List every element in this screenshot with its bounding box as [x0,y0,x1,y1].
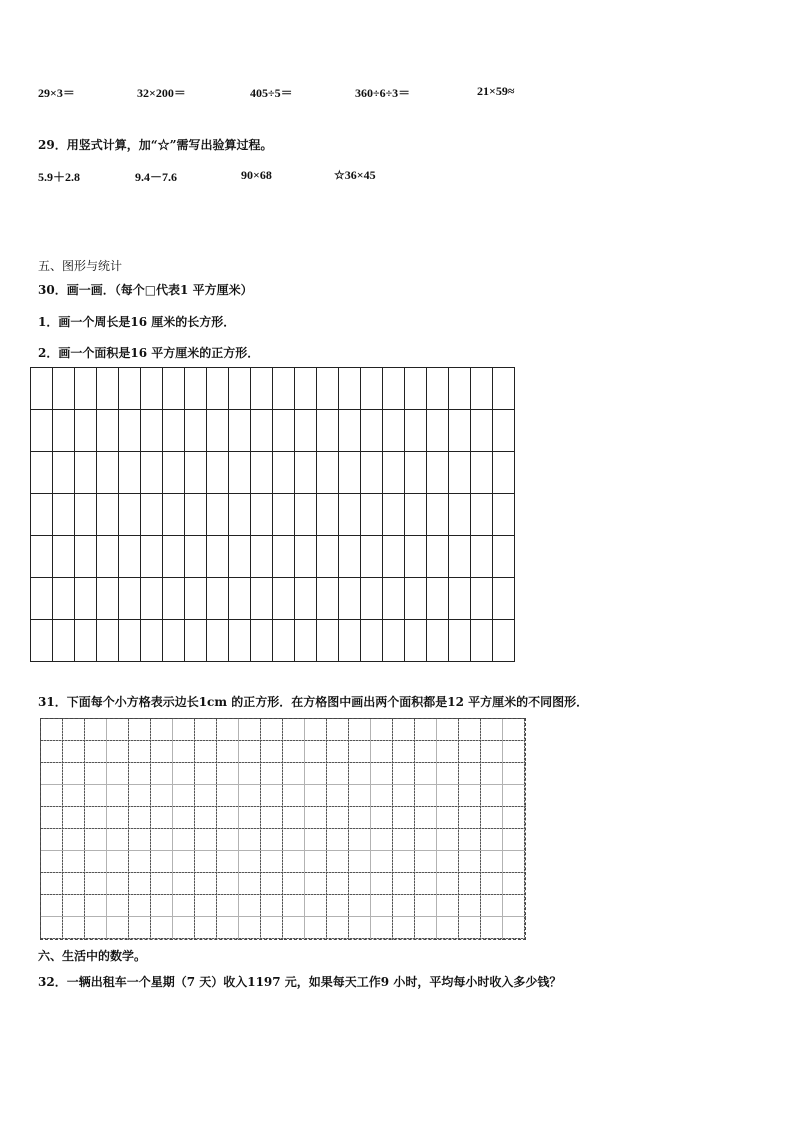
grid-cell[interactable] [185,620,207,662]
q29-item-4: ☆36×45 [334,168,376,182]
grid-cell[interactable] [383,578,405,620]
grid-cell[interactable] [317,410,339,452]
grid-cell[interactable] [251,452,273,494]
equation-5: 21×59≈ [477,84,515,98]
grid-cell[interactable] [405,410,427,452]
grid-cell[interactable] [75,410,97,452]
grid-cell[interactable] [339,368,361,410]
grid-cell[interactable] [471,494,493,536]
grid-cell[interactable] [383,536,405,578]
grid-cell[interactable] [295,452,317,494]
grid-cell[interactable] [119,410,141,452]
grid-cell[interactable] [361,620,383,662]
grid-cell[interactable] [405,578,427,620]
grid-cell[interactable] [97,368,119,410]
grid-cell[interactable] [141,620,163,662]
grid-cell[interactable] [471,578,493,620]
grid-cell[interactable] [383,620,405,662]
grid-cell[interactable] [273,452,295,494]
grid-row [31,494,515,536]
grid-cell[interactable] [75,578,97,620]
grid-cell[interactable] [449,452,471,494]
grid-cell[interactable] [53,410,75,452]
grid-cell[interactable] [339,578,361,620]
grid-cell[interactable] [339,410,361,452]
grid-cell[interactable] [295,410,317,452]
q29-item-1: 5.9＋2.8 [38,170,81,184]
grid-cell[interactable] [361,494,383,536]
grid-cell[interactable] [317,578,339,620]
grid-cell[interactable] [119,578,141,620]
grid-cell[interactable] [141,494,163,536]
grid-cell[interactable] [493,410,515,452]
grid-cell[interactable] [185,452,207,494]
grid-cell[interactable] [405,494,427,536]
grid-cell[interactable] [449,494,471,536]
grid-cell[interactable] [339,620,361,662]
grid-cell[interactable] [119,368,141,410]
question-29-title: 29．用竖式计算，加“☆”需写出验算过程。 [38,138,273,152]
grid-cell[interactable] [471,620,493,662]
grid-row [31,536,515,578]
grid-cell[interactable] [75,452,97,494]
grid-cell[interactable] [493,620,515,662]
grid-cell[interactable] [383,368,405,410]
grid-cell[interactable] [405,620,427,662]
equation-1: 29×3＝ [38,86,75,100]
grid-cell[interactable] [427,494,449,536]
grid-cell[interactable] [185,368,207,410]
grid-cell[interactable] [317,452,339,494]
grid-cell[interactable] [427,578,449,620]
grid-cell[interactable] [97,578,119,620]
section-6-heading: 六、生活中的数学。 [38,949,147,963]
grid-cell[interactable] [471,536,493,578]
grid-cell[interactable] [449,368,471,410]
grid-cell[interactable] [317,494,339,536]
grid-cell[interactable] [471,368,493,410]
grid-cell[interactable] [273,620,295,662]
grid-cell[interactable] [317,536,339,578]
grid-cell[interactable] [251,368,273,410]
grid-cell[interactable] [405,368,427,410]
grid-cell[interactable] [229,578,251,620]
grid-cell[interactable] [383,410,405,452]
grid-cell[interactable] [361,368,383,410]
grid-cell[interactable] [31,452,53,494]
grid-cell[interactable] [185,536,207,578]
grid-cell[interactable] [141,410,163,452]
grid-cell[interactable] [75,494,97,536]
grid-cell[interactable] [339,536,361,578]
grid-row [31,620,515,662]
grid-cell[interactable] [53,578,75,620]
grid-cell[interactable] [251,536,273,578]
grid-cell[interactable] [295,620,317,662]
grid-row [31,578,515,620]
grid-cell[interactable] [273,578,295,620]
question-31-title: 31．下面每个小方格表示边长1cm 的正方形．在方格图中画出两个面积都是12 平方厘米的不同图形． [38,695,589,709]
q29-item-3: 90×68 [241,168,272,182]
grid-cell[interactable] [163,410,185,452]
grid-cell[interactable] [493,494,515,536]
grid-cell[interactable] [75,620,97,662]
grid-cell[interactable] [53,368,75,410]
grid-cell[interactable] [31,368,53,410]
question-30-sub-2: 2．画一个面积是16 平方厘米的正方形． [38,346,260,360]
grid-cell[interactable] [229,410,251,452]
drawing-grid-q30[interactable] [30,367,515,662]
grid-cell[interactable] [31,536,53,578]
grid-row [31,410,515,452]
grid-cell[interactable] [317,620,339,662]
grid-row [31,368,515,410]
grid-cell[interactable] [185,578,207,620]
grid-cell[interactable] [427,410,449,452]
grid-cell[interactable] [427,368,449,410]
grid-cell[interactable] [295,536,317,578]
grid-cell[interactable] [295,494,317,536]
grid-cell[interactable] [207,494,229,536]
grid-cell[interactable] [295,578,317,620]
grid-cell[interactable] [229,368,251,410]
grid-cell[interactable] [97,536,119,578]
question-30-title: 30．画一画．（每个□代表1 平方厘米） [38,283,253,297]
grid-cell[interactable] [141,536,163,578]
equation-2: 32×200＝ [137,86,186,100]
grid-cell[interactable] [31,410,53,452]
grid-cell[interactable] [251,494,273,536]
grid-cell[interactable] [207,578,229,620]
grid-cell[interactable] [251,620,273,662]
grid-cell[interactable] [229,452,251,494]
grid-cell[interactable] [53,494,75,536]
equation-4: 360÷6÷3＝ [355,86,411,100]
grid-cell[interactable] [361,452,383,494]
grid-cell[interactable] [449,410,471,452]
grid-cell[interactable] [119,494,141,536]
grid-cell[interactable] [163,536,185,578]
grid-cell[interactable] [273,494,295,536]
grid-cell[interactable] [163,494,185,536]
grid-cell[interactable] [493,368,515,410]
drawing-grid-q31[interactable] [40,718,526,940]
grid-cell[interactable] [493,578,515,620]
grid-cell[interactable] [31,494,53,536]
grid-cell[interactable] [405,536,427,578]
grid-cell[interactable] [141,368,163,410]
grid-cell[interactable] [361,536,383,578]
grid-cell[interactable] [317,368,339,410]
grid-cell[interactable] [251,410,273,452]
grid-cell[interactable] [119,536,141,578]
grid-cell[interactable] [163,578,185,620]
grid-cell[interactable] [449,578,471,620]
grid-cell[interactable] [207,536,229,578]
grid-cell[interactable] [31,620,53,662]
grid-cell[interactable] [273,410,295,452]
grid-cell[interactable] [97,620,119,662]
grid-cell[interactable] [97,410,119,452]
grid-cell[interactable] [163,620,185,662]
grid-cell[interactable] [53,452,75,494]
dashed-overlay [41,719,525,939]
grid-cell[interactable] [251,578,273,620]
grid-cell[interactable] [75,368,97,410]
grid-cell[interactable] [273,368,295,410]
grid-cell[interactable] [471,410,493,452]
grid-cell[interactable] [493,536,515,578]
grid-cell[interactable] [141,452,163,494]
grid-cell[interactable] [229,620,251,662]
question-32-title: 32．一辆出租车一个星期（7 天）收入1197 元，如果每天工作9 小时，平均每小时收入多少钱？ [38,975,562,989]
grid-cell[interactable] [207,620,229,662]
grid-cell[interactable] [97,494,119,536]
grid-cell[interactable] [229,536,251,578]
grid-cell[interactable] [471,452,493,494]
grid-cell[interactable] [493,452,515,494]
grid-cell[interactable] [185,410,207,452]
grid-cell[interactable] [405,452,427,494]
grid-cell[interactable] [295,368,317,410]
grid-cell[interactable] [97,452,119,494]
equation-3: 405÷5＝ [250,86,293,100]
grid-cell[interactable] [383,452,405,494]
grid-cell[interactable] [141,578,163,620]
grid-cell[interactable] [449,536,471,578]
grid-cell[interactable] [75,536,97,578]
grid-cell[interactable] [53,536,75,578]
grid-cell[interactable] [207,368,229,410]
grid-cell[interactable] [229,494,251,536]
section-5-heading: 五、图形与统计 [38,259,123,273]
grid-cell[interactable] [427,452,449,494]
grid-cell[interactable] [119,452,141,494]
grid-cell[interactable] [119,620,141,662]
grid-cell[interactable] [273,536,295,578]
grid-cell[interactable] [361,578,383,620]
grid-cell[interactable] [339,452,361,494]
grid-cell[interactable] [361,410,383,452]
grid-cell[interactable] [383,494,405,536]
q29-item-2: 9.4－7.6 [135,170,178,184]
grid-row [31,452,515,494]
grid-cell[interactable] [185,494,207,536]
grid-cell[interactable] [207,410,229,452]
grid-cell[interactable] [163,452,185,494]
grid-cell[interactable] [449,620,471,662]
grid-cell[interactable] [427,620,449,662]
grid-cell[interactable] [339,494,361,536]
grid-cell[interactable] [427,536,449,578]
grid-cell[interactable] [163,368,185,410]
grid-cell[interactable] [31,578,53,620]
grid-cell[interactable] [53,620,75,662]
question-30-sub-1: 1．画一个周长是16 厘米的长方形． [38,315,236,329]
grid-cell[interactable] [207,452,229,494]
